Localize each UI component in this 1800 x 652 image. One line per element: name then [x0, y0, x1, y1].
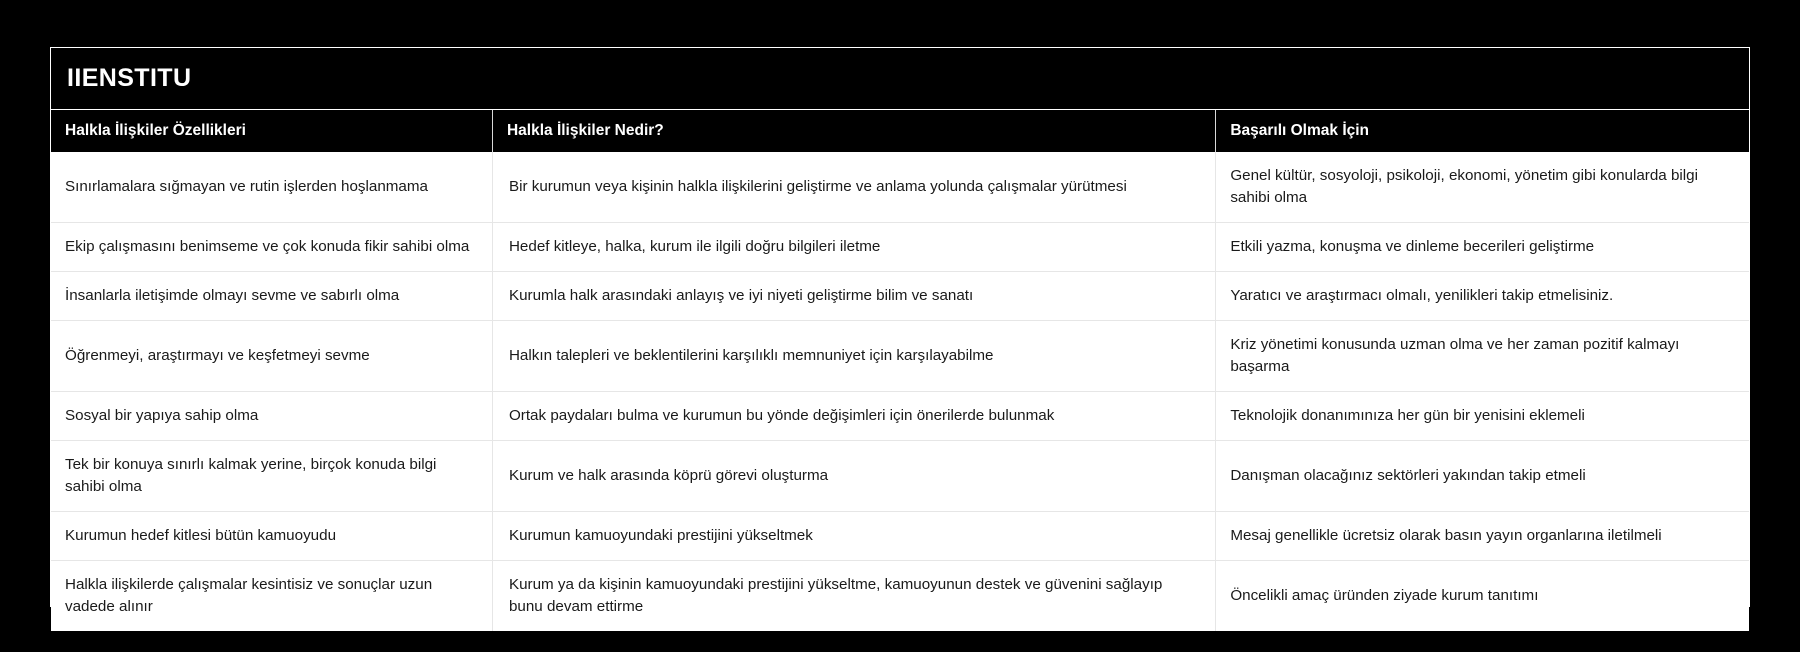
- cell-features: İnsanlarla iletişimde olmayı sevme ve sabırlı olma: [51, 272, 492, 321]
- cell-definition: Hedef kitleye, halka, kurum ile ilgili doğru bilgileri iletme: [492, 223, 1215, 272]
- brand-header-band: [51, 48, 1749, 110]
- table-row: [51, 152, 1749, 223]
- table-row: [51, 223, 1749, 272]
- cell-success: Teknolojik donanımınıza her gün bir yenisini eklemeli: [1216, 392, 1749, 441]
- cell-definition: Ortak paydaları bulma ve kurumun bu yönde değişimleri için önerilerde bulunmak: [492, 392, 1215, 441]
- cell-features: Sosyal bir yapıya sahip olma: [51, 392, 492, 441]
- table-row: [51, 321, 1749, 392]
- cell-success: Mesaj genellikle ücretsiz olarak basın yayın organlarına iletilmeli: [1216, 512, 1749, 561]
- table-header: [51, 110, 1749, 152]
- table-row: [51, 512, 1749, 561]
- column-header-success: Başarılı Olmak İçin: [1216, 110, 1749, 152]
- cell-success: Kriz yönetimi konusunda uzman olma ve her zaman pozitif kalmayı başarma: [1216, 321, 1749, 392]
- cell-features: Tek bir konuya sınırlı kalmak yerine, birçok konuda bilgi sahibi olma: [51, 441, 492, 512]
- brand-logo-text: IIENSTITU: [67, 64, 192, 92]
- cell-success: Öncelikli amaç üründen ziyade kurum tanıtımı: [1216, 561, 1749, 632]
- cell-features: Ekip çalışmasını benimseme ve çok konuda fikir sahibi olma: [51, 223, 492, 272]
- cell-success: Etkili yazma, konuşma ve dinleme becerileri geliştirme: [1216, 223, 1749, 272]
- table-row: [51, 392, 1749, 441]
- column-header-features: Halkla İlişkiler Özellikleri: [51, 110, 492, 152]
- cell-features: Öğrenmeyi, araştırmayı ve keşfetmeyi sevme: [51, 321, 492, 392]
- table-row: [51, 561, 1749, 632]
- public-relations-table: [51, 110, 1749, 631]
- cell-definition: Kurum ve halk arasında köprü görevi oluşturma: [492, 441, 1215, 512]
- table-body: [51, 152, 1749, 631]
- table-row: [51, 272, 1749, 321]
- cell-features: Sınırlamalara sığmayan ve rutin işlerden hoşlanmama: [51, 152, 492, 223]
- cell-definition: Kurumla halk arasındaki anlayış ve iyi niyeti geliştirme bilim ve sanatı: [492, 272, 1215, 321]
- cell-success: Danışman olacağınız sektörleri yakından takip etmeli: [1216, 441, 1749, 512]
- cell-features: Halkla ilişkilerde çalışmalar kesintisiz ve sonuçlar uzun vadede alınır: [51, 561, 492, 632]
- cell-definition: Kurumun kamuoyundaki prestijini yükseltmek: [492, 512, 1215, 561]
- infographic-table-container: [50, 47, 1750, 616]
- table-header-row: [51, 110, 1749, 152]
- column-header-definition: Halkla İlişkiler Nedir?: [492, 110, 1215, 152]
- cell-success: Genel kültür, sosyoloji, psikoloji, ekonomi, yönetim gibi konularda bilgi sahibi olma: [1216, 152, 1749, 223]
- cell-definition: Bir kurumun veya kişinin halkla ilişkilerini geliştirme ve anlama yolunda çalışmalar yürütmesi: [492, 152, 1215, 223]
- cell-definition: Halkın talepleri ve beklentilerini karşılıklı memnuniyet için karşılayabilme: [492, 321, 1215, 392]
- table-row: [51, 441, 1749, 512]
- cell-definition: Kurum ya da kişinin kamuoyundaki prestijini yükseltme, kamuoyunun destek ve güvenini sağlayıp bunu devam ettirme: [492, 561, 1215, 632]
- cell-success: Yaratıcı ve araştırmacı olmalı, yenilikleri takip etmelisiniz.: [1216, 272, 1749, 321]
- cell-features: Kurumun hedef kitlesi bütün kamuoyudu: [51, 512, 492, 561]
